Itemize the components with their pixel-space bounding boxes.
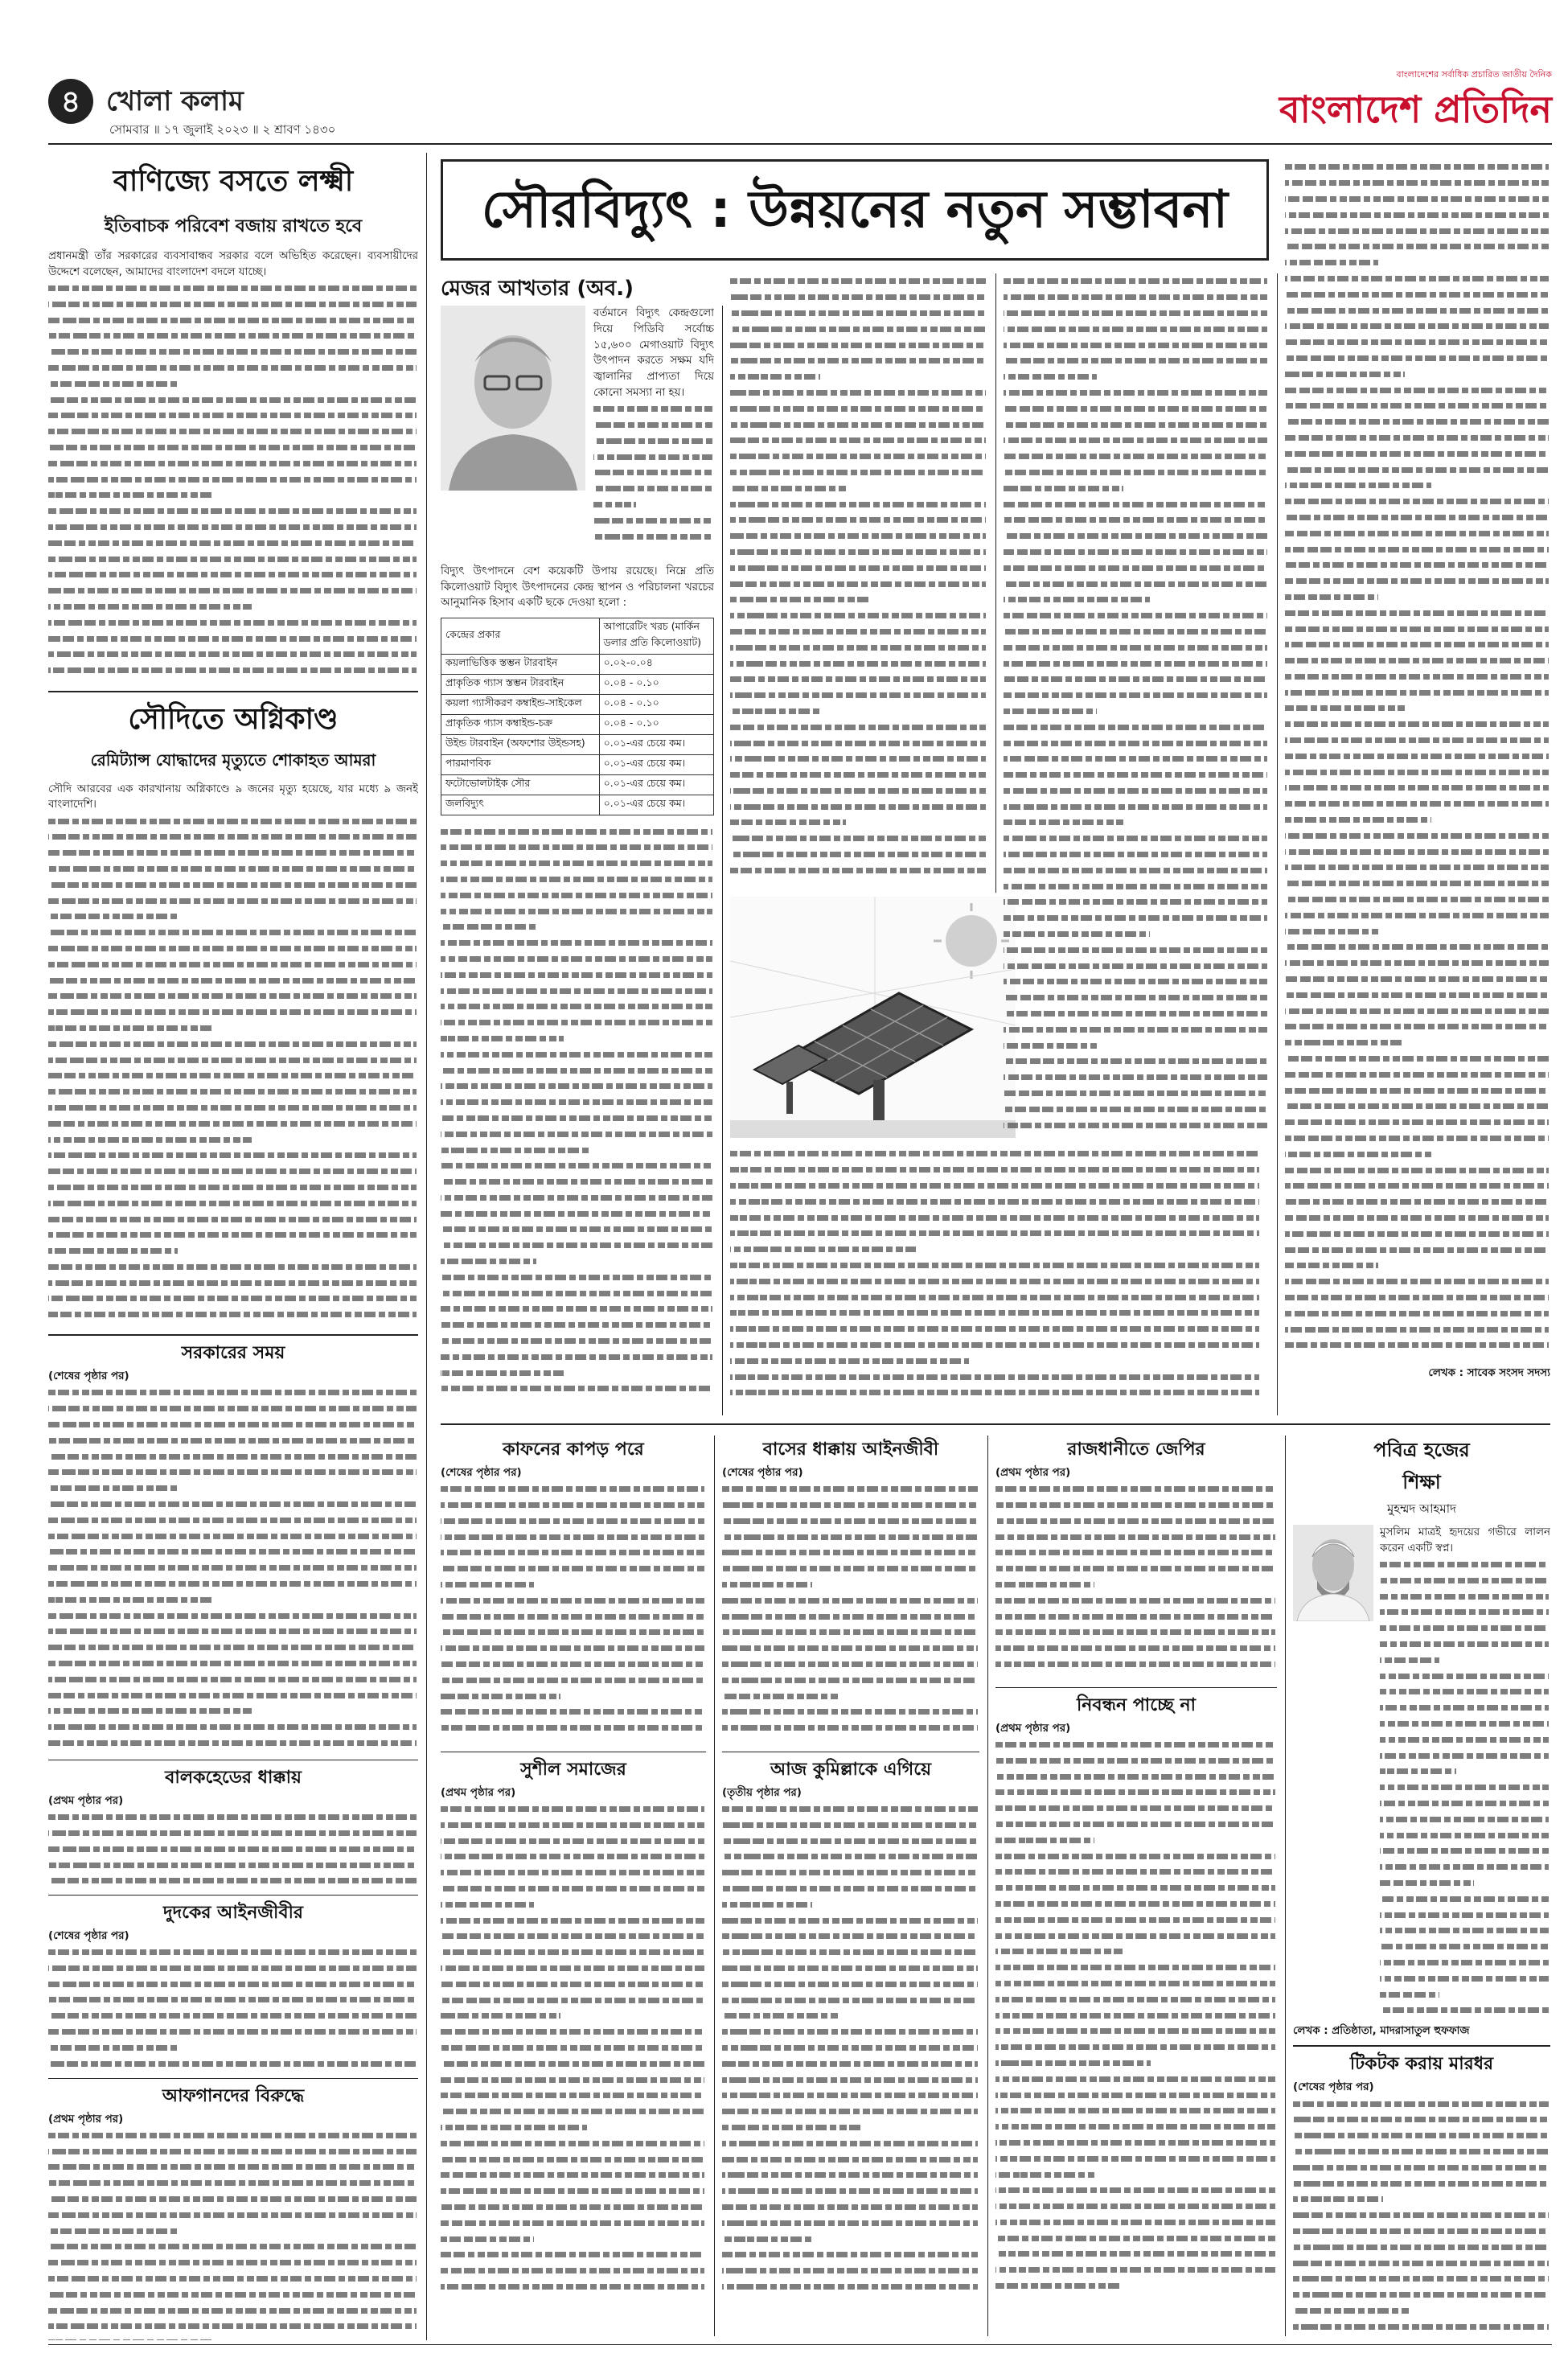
main-column-2b <box>730 1146 1261 1415</box>
continuation-title: সরকারের সময় <box>181 1343 285 1364</box>
page-number-badge: ৪ <box>48 79 93 124</box>
table-row: প্রাকৃতিক গ্যাস কম্বাইন্ড-চক্র ০.০৪ - ০.১০ <box>441 715 714 735</box>
body-filler <box>593 401 714 559</box>
left-column <box>48 153 418 2340</box>
author-note: লেখক : প্রতিষ্ঠাতা, মাদরাসাতুল হুফফাজ <box>1293 2024 1470 2037</box>
continuation-title: আজ কুমিল্লাকে এগিয়ে <box>770 1759 932 1780</box>
main-article-bottom-rule <box>441 1423 1550 1425</box>
table-row: পারমাণবিক ০.০১-এর চেয়ে কম। <box>441 755 714 775</box>
body-filler <box>995 1481 1277 1682</box>
continuation-title: রাজধানীতে জেপির <box>1067 1440 1205 1460</box>
author-note: লেখক : সাবেক সংসদ সদস্য <box>1428 1367 1550 1379</box>
column-divider <box>714 1435 715 2336</box>
section-title: খোলা কলাম <box>106 85 244 117</box>
table-row: কয়লা গ্যাসীকরণ কম্বাইন্ড-সাইকেল ০.০৪ - ০.১০ <box>441 695 714 715</box>
table-row: কয়লাভিত্তিক স্তম্ভন টারবাইন ০.০২-০.০৪ <box>441 655 714 675</box>
brand-logo: বাংলাদেশ প্রতিদিন <box>1279 88 1552 131</box>
body-filler <box>48 1809 418 1890</box>
date-line: সোমবার ॥ ১৭ জুলাই ২০২৩ ॥ ২ শ্রাবণ ১৪৩০ <box>109 122 336 137</box>
page-header <box>48 56 1552 145</box>
main-headline-box <box>441 159 1269 261</box>
body-filler <box>730 273 987 889</box>
main-headline: সৌরবিদ্যুৎ : উন্নয়নের নতুন সম্ভাবনা <box>481 180 1229 240</box>
continuation-source: (প্রথম পৃষ্ঠার পর) <box>48 1794 124 1807</box>
column-divider <box>995 273 996 893</box>
article-title: বাণিজ্যে বসতে লক্ষ্মী <box>113 165 354 198</box>
table-row: উইন্ড টারবাইন (অফশোর উইন্ডসহ) ০.০১-এর চেয়ে কম। <box>441 735 714 755</box>
column-divider <box>1285 1435 1286 2336</box>
article-author: মুহম্মদ আহমাদ <box>1387 1501 1456 1516</box>
right-sidebar <box>1293 1435 1550 2336</box>
continuation-source: (শেষের পৃষ্ঠার পর) <box>48 1929 129 1942</box>
body-filler <box>1293 2096 1550 2336</box>
continuation-source: (তৃতীয় পৃষ্ঠার পর) <box>722 1786 802 1799</box>
table-header-cell: আপারেটিং খরচ (মার্কিন ডলার প্রতি কিলোওয়াট) <box>599 618 713 655</box>
column-divider <box>722 306 723 1415</box>
table-header-cell: কেন্দ্রের প্রকার <box>441 618 600 655</box>
article-subtitle: রেমিট্যান্স যোদ্ধাদের মৃত্যুতে শোকাহত আমরা <box>90 750 376 770</box>
continuation-title: আফগানদের বিরুদ্ধে <box>162 2085 305 2106</box>
continuation-title: সুশীল সমাজের <box>520 1759 626 1780</box>
continuation-source: (প্রথম পৃষ্ঠার পর) <box>995 1467 1071 1479</box>
continuation-source: (শেষের পৃষ্ঠার পর) <box>48 1370 129 1383</box>
lower-col-c <box>995 1435 1277 2336</box>
article-title: পবিত্র হজের <box>1373 1439 1470 1461</box>
article-title: সৌদিতে অগ্নিকাণ্ড <box>128 702 339 736</box>
body-filler <box>48 281 418 683</box>
byline: মেজর আখতার (অব.) <box>441 277 634 301</box>
continuation-title: নিবন্ধন পাচ্ছে না <box>1076 1694 1197 1715</box>
continuation-title: কাফনের কাপড় পরে <box>503 1440 644 1460</box>
continuation-title: বালকহেডের ধাক্কায় <box>165 1767 302 1788</box>
continuation-source: (শেষের পৃষ্ঠার পর) <box>441 1467 522 1479</box>
body-filler <box>441 824 714 1403</box>
column-divider <box>426 153 427 2340</box>
body-filler <box>48 813 418 1328</box>
table-caption: বিদ্যুৎ উৎপাদনে বেশ কয়েকটি উপায় রয়েছে। নিম্নে প্রতি কিলোওয়াট বিদ্যুৎ উৎপাদনের কেন্দ্র স্থাপন ও পরিচালনা খরচের আনুমানিক হিসাব একটি ছকে দেওয়া হলো : <box>441 565 714 610</box>
column-divider <box>987 1435 988 2336</box>
table-row: প্রাকৃতিক গ্যাস স্তম্ভন টারবাইন ০.০৪ - ০.১০ <box>441 675 714 695</box>
column-divider <box>1277 273 1278 1415</box>
header-rule <box>48 143 1552 145</box>
solar-panel-illustration <box>730 897 1016 1138</box>
continuation-source: (প্রথম পৃষ্ঠার পর) <box>48 2113 124 2126</box>
body-filler <box>1380 1557 1550 2023</box>
body-filler <box>441 1801 706 2300</box>
body-filler <box>48 2127 418 2340</box>
body-filler <box>995 1737 1277 2300</box>
body-filler <box>441 1481 706 1747</box>
author-photo-2 <box>1293 1525 1373 1621</box>
lower-col-b <box>722 1435 979 2336</box>
article-title: শিক্ষা <box>1402 1471 1441 1493</box>
cost-table <box>441 618 714 815</box>
continuation-title: দুদকের আইনজীবীর <box>163 1902 303 1923</box>
body-filler <box>1004 273 1269 1142</box>
footer-rule <box>48 2344 1552 2345</box>
body-filler <box>722 1481 979 1747</box>
article-intro: বর্তমানে বিদ্যুৎ কেন্দ্রগুলো দিয়ে পিডিবি সর্বোচ্চ ১৫,৬০০ মেগাওয়াট বিদ্যুৎ উৎপাদন করতে সক্ষম যদি জ্বালানির প্রাপ্যতা দিয়ে কোনো সমস্যা না হয়। <box>593 307 714 399</box>
article-lead: মুসলিম মাত্রই হৃদয়ের গভীরে লালন করেন একটি স্বপ্ন। <box>1380 1526 1550 1555</box>
continuation-title: বাসের ধাক্কায় আইনজীবী <box>762 1440 939 1460</box>
continuation-source: (শেষের পৃষ্ঠার পর) <box>722 1467 803 1479</box>
article-lead: প্রধানমন্ত্রী তাঁর সরকারের ব্যবসাবান্ধব সরকার বলে অভিহিত করেছেন। ব্যবসায়ীদের উদ্দেশে বলেছেন, আমাদের বাংলাদেশ বদলে যাচ্ছে। <box>48 250 418 278</box>
continuation-source: (শেষের পৃষ্ঠার পর) <box>1293 2081 1374 2094</box>
main-column-1 <box>441 306 714 1415</box>
table-row: ফটোভোলটাইক সৌর ০.০১-এর চেয়ে কম। <box>441 775 714 795</box>
body-filler <box>722 1801 979 2300</box>
continuation-title: টিকটক করায় মারধর <box>1349 2054 1494 2075</box>
main-column-4 <box>1285 159 1550 1414</box>
continuation-source: (প্রথম পৃষ্ঠার পর) <box>441 1786 516 1799</box>
body-filler <box>48 1385 418 1755</box>
continuation-source: (প্রথম পৃষ্ঠার পর) <box>995 1722 1071 1735</box>
brand-tagline: বাংলাদেশের সর্বাধিক প্রচারিত জাতীয় দৈনিক <box>1396 69 1552 80</box>
lower-col-a <box>441 1435 706 2336</box>
article-subtitle: ইতিবাচক পরিবেশ বজায় রাখতে হবে <box>104 216 363 236</box>
body-filler <box>1285 159 1550 1366</box>
body-filler <box>48 1945 418 2073</box>
body-filler <box>730 1146 1261 1415</box>
table-row: জলবিদ্যুৎ ০.০১-এর চেয়ে কম। <box>441 795 714 815</box>
article-lead: সৌদি আরবের এক কারখানায় অগ্নিকাণ্ডে ৯ জনের মৃত্যু হয়েছে, যার মধ্যে ৯ জনই বাংলাদেশি। <box>48 782 418 811</box>
